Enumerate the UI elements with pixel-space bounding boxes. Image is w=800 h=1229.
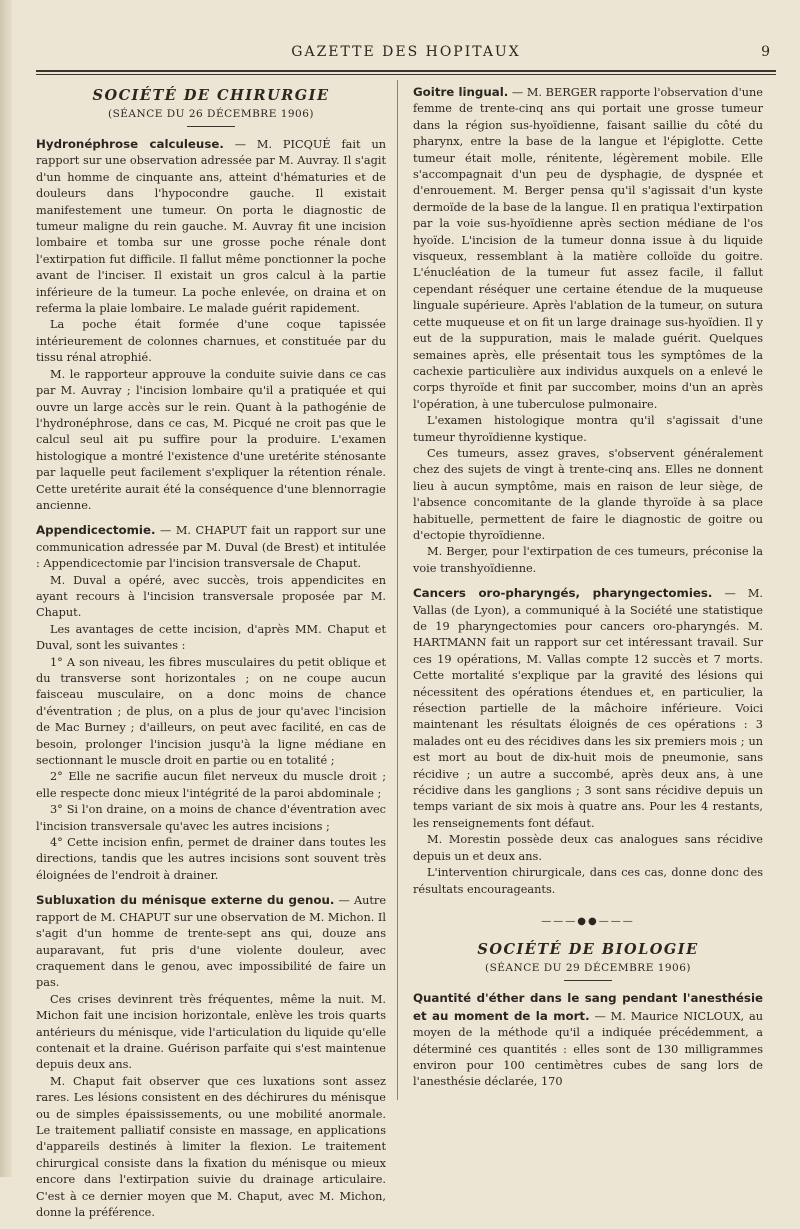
article-paragraph: M. le rapporteur approuve la conduite suivie dans ce cas par M. Auvray ; l'incision lombaire qu'il a pratiquée et qui ouvre un large accès sur le rein. Quant à la pathogénie de l'hydronéphrose, dans ce cas, M. Picqué ne croit pas que le calcul seul ait pu suffire pour la produire. L'examen histologique a montré l'existence d'une uretérite sténosante par laquelle peut facilement s'expliquer la rétention rénale. Cette uretérite aurait été la conséquence d'une blennorragie ancienne.: [36, 367, 386, 512]
article-paragraph: [413, 84, 763, 413]
article-goitre-lingual: [413, 84, 763, 577]
article-paragraph: Ces tumeurs, assez graves, s'observent généralement chez des sujets de vingt à trente-cinq ans. Elles ne donnent lieu à aucun symptôme, mais en raison de leur siège, de l'absence concomitante de la glande thyroïde à sa place habituelle, permettent de faire le diagnostic de goitre ou d'ectopie thyroïdienne.: [413, 446, 763, 542]
article-paragraph: M. Duval a opéré, avec succès, trois appendicites en ayant recours à l'incision transversale proposée par M. Chaput.: [36, 573, 386, 620]
section-title-chirurgie: SOCIÉTÉ DE CHIRURGIE: [92, 87, 330, 104]
header-rule-thin: [36, 74, 776, 75]
left-column: [36, 84, 386, 1229]
article-paragraph: [36, 522, 386, 572]
right-column: [413, 84, 763, 1099]
article-text: — M. Vallas (de Lyon), a communiqué à la Société une statistique de 19 pharyngectomies pour cancers oro-pharyngés. M. HARTMANN fait un rapport sur cet intéressant travail. Sur ces 19 opérations, M. Vallas compte 12 succès et 7 morts. Cette mortalité s'explique par la gravité des lésions qui nécessitent des opérations étendues et, en particulier, la résection partielle de la mâchoire inférieure. Voici maintenant les résultats éloignés de ces opérations : 3 malades ont eu des récidives dans les six premiers mois ; un est mort au bout de dix-huit mois de pneumonie, sans récidive ; un autre a succombé, après deux ans, à une récidive dans les ganglions ; 3 sont sans récidive depuis un temps variant de six mois à quatre ans. Pour les 4 restants, les renseignements font défaut.: [413, 587, 763, 830]
article-text: — M. BERGER rapporte l'observation d'une femme de trente-cinq ans qui portait une grosse tumeur dans la région sus-hyoïdienne, faisant saillie du côté du pharynx, entre la base de la langue et l'épiglotte. Cette tumeur était molle, rénitente, légèrement mobile. Elle s'accompagnait d'un peu de dysphagie, de dyspnée et d'enrouement. M. Berger pensa qu'il s'agissait d'un kyste dermoïde de la base de la langue. Il en pratiqua l'extirpation par la voie sus-hyoïdienne après section médiane de l'os hyoïde. L'incision de la tumeur donna issue à du liquide visqueux, ressemblant à la matière colloïde du goitre. L'énucléation de la tumeur fut assez facile, il fallut cependant réséquer une certaine étendue de la muqueuse linguale supérieure. Après l'ablation de la tumeur, on sutura cette muqueuse et on fit un large drainage sus-hyoïdien. Il y eut de la suppuration, mais le malade guérit. Quelques semaines après, elle présentait tous les symptômes de la cachexie particulière aux individus auxquels on a enlevé le corps thyroïde et finit par succomber, moins d'un an après l'opération, à une tuberculose pulmonaire.: [413, 86, 763, 411]
article-paragraph: M. Berger, pour l'extirpation de ces tumeurs, préconise la voie transhyoïdienne.: [413, 545, 763, 575]
article-paragraph: 1° A son niveau, les fibres musculaires du petit oblique et du transverse sont horizontales ; on ne coupe aucun faisceau musculaire, on a donc moins de chance d'éventration ; de plus, on a plus de jour qu'avec l'incision de Mac Burney ; d'ailleurs, on peut avec facilité, en cas de besoin, prolonger l'incision jusqu'à la ligne médiane en sectionnant le muscle droit en partie ou en totalité ;: [36, 655, 386, 768]
article-paragraph: L'examen histologique montra qu'il s'agissait d'une tumeur thyroïdienne kystique.: [413, 414, 763, 444]
article-subluxation: [36, 892, 386, 1221]
article-heading: Subluxation du ménisque externe du genou.: [36, 893, 335, 908]
article-appendicectomie: [36, 522, 386, 884]
session-date-chirurgie: (SÉANCE DU 26 DÉCEMBRE 1906): [107, 108, 315, 120]
article-paragraph: La poche était formée d'une coque tapissée intérieurement de colonnes charnues, et constituée par du tissu rénal atrophié.: [36, 318, 386, 365]
section-separator: ———●●———: [541, 915, 635, 927]
page-number: 9: [761, 44, 770, 60]
article-ether-sang: [413, 990, 763, 1090]
session-date-biologie: (SÉANCE DU 29 DÉCEMBRE 1906): [484, 962, 692, 975]
article-paragraph: 4° Cette incision enfin, permet de drainer dans toutes les directions, tandis que les autres incisions sont souvent très éloignées de l'endroit à drainer.: [36, 836, 386, 882]
article-heading: Hydronéphrose calculeuse.: [36, 137, 224, 151]
article-paragraph: [36, 136, 386, 317]
article-hydronephrose: [36, 136, 386, 514]
article-paragraph: L'intervention chirurgicale, dans ces cas, donne donc des résultats encourageants.: [413, 866, 763, 896]
article-heading: Quantité d'éther dans le sang pendant l'anesthésie et au moment de la mort.: [413, 991, 763, 1023]
article-paragraph: 2° Elle ne sacrifie aucun filet nerveux du muscle droit ; elle respecte donc mieux l'intégrité de la paroi abdominale ;: [36, 770, 386, 800]
article-heading: Cancers oro-pharyngés, pharyngectomies.: [413, 586, 713, 601]
journal-title: GAZETTE DES HOPITAUX: [291, 44, 521, 60]
running-head: [36, 40, 776, 64]
article-cancers-oro-pharynges: [413, 585, 763, 898]
article-paragraph: [413, 990, 763, 1090]
short-rule: [187, 126, 235, 127]
article-paragraph: Ces crises devinrent très fréquentes, même la nuit. M. Michon fait une incision horizontale, enlève les trois quarts antérieurs du ménisque, vide l'articulation du liquide qu'elle contenait et la draine. Guérison parfaite qui s'est maintenue depuis deux ans.: [36, 992, 386, 1072]
article-text: — Autre rapport de M. CHAPUT sur une observation de M. Michon. Il s'agit d'un homme de trente-sept ans qui, douze ans auparavant, fut pris d'une violente douleur, avec craquement dans le genou, avec impossibilité de faire un pas.: [36, 894, 387, 990]
article-heading: Goitre lingual.: [413, 85, 509, 99]
section-title-biologie: SOCIÉTÉ DE BIOLOGIE: [477, 941, 699, 959]
article-text: — M. PICQUÉ fait un rapport sur une observation adressée par M. Auvray. Il s'agit d'un homme de cinquante ans, atteint d'hématuries et de douleurs dans l'hypocondre gauche. Il existait manifestement une tumeur. On porta le diagnostic de tumeur maligne du rein gauche. M. Auvray fit une incision lombaire et tomba sur une grosse poche rénale dont l'extirpation fut difficile. Il fallut même ponctionner la poche avant de l'inciser. Il existait un gros calcul à la partie inférieure de la tumeur. La poche enlevée, on draina et on referma la plaie lombaire. Le malade guérit rapidement.: [36, 138, 386, 316]
page-edge: [0, 0, 12, 1177]
article-paragraph: [413, 585, 763, 832]
article-text: — M. CHAPUT fait un rapport sur une communication adressée par M. Duval (de Brest) et intitulée : Appendicectomie par l'incision transversale de Chaput.: [36, 524, 386, 571]
short-rule: [564, 980, 612, 981]
article-paragraph: M. Morestin possède deux cas analogues sans récidive depuis un et deux ans.: [413, 833, 763, 863]
column-divider: [397, 80, 398, 1100]
article-paragraph-continued: M. Chaput fait observer que ces luxations sont assez rares. Les lésions consistent en des déchirures du ménisque ou de simples épaississements, ou une mobilité anormale. Le traitement palliatif consiste en massage, en applications d'appareils destinés à limiter la flexion. Le traitement chirurgical consiste dans la fixation du ménisque ou mieux encore dans l'extirpation suivie du drainage articulaire. C'est à ce dernier moyen que M. Chaput, avec M. Michon, donne la préférence.: [36, 1074, 386, 1219]
article-text: — M. Maurice NICLOUX, au moyen de la méthode qu'il a indiquée précédemment, a déterminé ces quantités : elles sont de 130 milligrammes environ pour 100 centimètres cubes de sang lors de l'anesthésie déclarée, 170: [413, 1009, 764, 1089]
header-rule-thick: [36, 70, 776, 72]
article-heading: Appendicectomie.: [36, 523, 156, 538]
article-paragraph: Les avantages de cette incision, d'après MM. Chaput et Duval, sont les suivantes :: [36, 622, 386, 653]
article-paragraph: 3° Si l'on draine, on a moins de chance d'éventration avec l'incision transversale qu'avec les autres incisions ;: [36, 803, 386, 833]
article-paragraph: [36, 892, 386, 991]
